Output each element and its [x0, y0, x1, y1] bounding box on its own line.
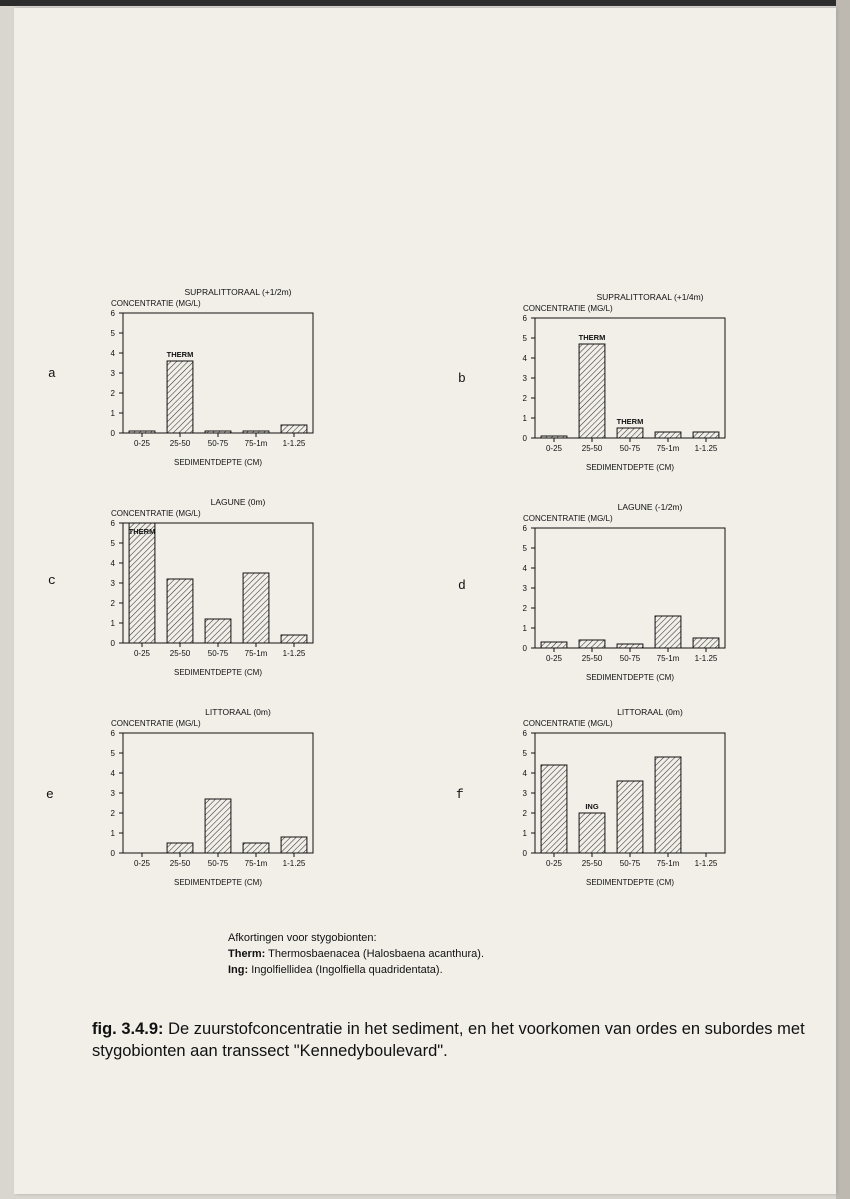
chart-title: LITTORAAL (0m) [617, 707, 683, 717]
x-tick-label: 0-25 [545, 654, 563, 663]
bar [205, 799, 231, 853]
chart-panel-f [497, 703, 757, 893]
y-tick-label: 3 [110, 579, 115, 588]
x-tick-label: 1-1.25 [694, 654, 718, 663]
x-tick-label: 25-50 [169, 859, 191, 868]
figure-caption [92, 1018, 812, 1062]
x-tick-label: 75-1m [244, 649, 268, 658]
chart-panel-d [497, 498, 757, 688]
x-tick-label: 75-1m [244, 859, 268, 868]
caption-label: fig. 3.4.9: [92, 1020, 164, 1038]
y-tick-label: 4 [110, 349, 115, 358]
plot-frame [535, 528, 725, 648]
y-axis-label: CONCENTRATIE (MG/L) [111, 719, 201, 728]
y-tick-label: 2 [522, 604, 527, 613]
bar [579, 344, 605, 438]
x-tick-label: 50-75 [619, 654, 641, 663]
panel-letter-b: b [458, 371, 466, 386]
bar [167, 361, 193, 433]
legend-abbr: Therm: [228, 948, 266, 960]
y-tick-label: 4 [522, 564, 527, 573]
bar [617, 781, 643, 853]
y-tick-label: 2 [522, 394, 527, 403]
y-tick-label: 4 [522, 769, 527, 778]
x-axis-label: SEDIMENTDEPTE (CM) [174, 668, 262, 677]
y-tick-label: 1 [110, 619, 115, 628]
legend-item-ing [228, 962, 484, 978]
y-tick-label: 1 [522, 414, 527, 423]
x-tick-label: 50-75 [619, 859, 641, 868]
panel-letter-c: c [48, 573, 56, 588]
abbreviation-legend [228, 930, 484, 978]
x-tick-label: 75-1m [656, 444, 680, 453]
y-tick-label: 0 [522, 849, 527, 858]
legend-heading: Afkortingen voor stygobionten: [228, 932, 377, 944]
y-tick-label: 3 [110, 789, 115, 798]
y-tick-label: 2 [110, 389, 115, 398]
bar [579, 813, 605, 853]
x-tick-label: 75-1m [656, 859, 680, 868]
bar [655, 432, 681, 438]
bar [243, 843, 269, 853]
x-tick-label: 0-25 [133, 859, 151, 868]
y-tick-label: 6 [522, 314, 527, 323]
panel-letter-f: f [456, 787, 464, 802]
bar [129, 431, 155, 433]
y-tick-label: 4 [522, 354, 527, 363]
x-tick-label: 1-1.25 [282, 649, 306, 658]
x-tick-label: 1-1.25 [694, 859, 718, 868]
x-axis-label: SEDIMENTDEPTE (CM) [174, 878, 262, 887]
bar [541, 642, 567, 648]
y-tick-label: 5 [110, 749, 115, 758]
chart-title: LITTORAAL (0m) [205, 707, 271, 717]
bar [617, 644, 643, 648]
x-tick-label: 50-75 [207, 649, 229, 658]
bar-annotation: THERM [166, 350, 194, 359]
y-tick-label: 2 [522, 809, 527, 818]
x-tick-label: 50-75 [207, 859, 229, 868]
y-tick-label: 0 [110, 639, 115, 648]
legend-text: Thermosbaenacea (Halosbaena acanthura). [268, 948, 484, 960]
bar [205, 619, 231, 643]
y-tick-label: 6 [110, 519, 115, 528]
x-tick-label: 0-25 [133, 649, 151, 658]
bar [281, 425, 307, 433]
y-tick-label: 1 [522, 829, 527, 838]
y-tick-label: 5 [522, 334, 527, 343]
bar [129, 523, 155, 643]
y-tick-label: 1 [110, 409, 115, 418]
y-tick-label: 5 [110, 329, 115, 338]
y-axis-label: CONCENTRATIE (MG/L) [523, 304, 613, 313]
bar-annotation: THERM [616, 417, 644, 426]
chart-title: SUPRALITTORAAL (+1/2m) [184, 287, 292, 297]
y-tick-label: 1 [110, 829, 115, 838]
chart-title: LAGUNE (-1/2m) [617, 502, 683, 512]
y-tick-label: 3 [522, 789, 527, 798]
y-tick-label: 6 [110, 729, 115, 738]
x-tick-label: 50-75 [619, 444, 641, 453]
bar [167, 579, 193, 643]
x-tick-label: 25-50 [581, 654, 603, 663]
bar [243, 431, 269, 433]
x-tick-label: 1-1.25 [694, 444, 718, 453]
x-tick-label: 0-25 [545, 444, 563, 453]
y-axis-label: CONCENTRATIE (MG/L) [523, 719, 613, 728]
chart-title: SUPRALITTORAAL (+1/4m) [596, 292, 704, 302]
y-tick-label: 6 [522, 729, 527, 738]
binder-edge [836, 0, 850, 1199]
bar [205, 431, 231, 433]
x-tick-label: 0-25 [545, 859, 563, 868]
scan-top-edge [0, 0, 850, 6]
bar-annotation: ING [585, 802, 599, 811]
y-tick-label: 3 [522, 374, 527, 383]
y-tick-label: 0 [522, 644, 527, 653]
y-tick-label: 0 [110, 849, 115, 858]
chart-title: LAGUNE (0m) [210, 497, 266, 507]
chart-panel-c [85, 493, 345, 683]
y-tick-label: 3 [522, 584, 527, 593]
y-tick-label: 5 [522, 544, 527, 553]
y-axis-label: CONCENTRATIE (MG/L) [111, 509, 201, 518]
y-tick-label: 4 [110, 559, 115, 568]
x-tick-label: 25-50 [581, 859, 603, 868]
y-tick-label: 1 [522, 624, 527, 633]
y-tick-label: 0 [110, 429, 115, 438]
y-tick-label: 2 [110, 599, 115, 608]
y-tick-label: 0 [522, 434, 527, 443]
y-tick-label: 3 [110, 369, 115, 378]
x-tick-label: 1-1.25 [282, 439, 306, 448]
y-tick-label: 5 [110, 539, 115, 548]
bar [617, 428, 643, 438]
chart-panel-e [85, 703, 345, 893]
y-axis-label: CONCENTRATIE (MG/L) [111, 299, 201, 308]
panel-letter-a: a [48, 366, 56, 381]
bar [167, 843, 193, 853]
x-axis-label: SEDIMENTDEPTE (CM) [174, 458, 262, 467]
x-tick-label: 50-75 [207, 439, 229, 448]
legend-text: Ingolfiellidea (Ingolfiella quadridentata). [251, 964, 443, 976]
y-tick-label: 2 [110, 809, 115, 818]
legend-abbr: Ing: [228, 964, 249, 976]
x-axis-label: SEDIMENTDEPTE (CM) [586, 673, 674, 682]
panel-letter-e: e [46, 787, 54, 802]
bar [655, 616, 681, 648]
caption-text: De zuurstofconcentratie in het sediment, en het voorkomen van ordes en subordes met stygobionten aan transsect "Kennedyboulevard". [92, 1020, 805, 1060]
x-tick-label: 75-1m [244, 439, 268, 448]
bar [243, 573, 269, 643]
x-axis-label: SEDIMENTDEPTE (CM) [586, 878, 674, 887]
x-tick-label: 25-50 [581, 444, 603, 453]
y-tick-label: 5 [522, 749, 527, 758]
y-axis-label: CONCENTRATIE (MG/L) [523, 514, 613, 523]
x-tick-label: 25-50 [169, 439, 191, 448]
x-tick-label: 0-25 [133, 439, 151, 448]
y-tick-label: 6 [110, 309, 115, 318]
bar [693, 432, 719, 438]
bar [579, 640, 605, 648]
chart-panel-b [497, 288, 757, 478]
bar [655, 757, 681, 853]
bar [281, 635, 307, 643]
legend-item-therm [228, 946, 484, 962]
x-tick-label: 25-50 [169, 649, 191, 658]
bar-annotation: THERM [578, 333, 606, 342]
bar [281, 837, 307, 853]
plot-frame [123, 313, 313, 433]
bar [541, 765, 567, 853]
bar [693, 638, 719, 648]
bar [541, 436, 567, 438]
y-tick-label: 6 [522, 524, 527, 533]
x-tick-label: 75-1m [656, 654, 680, 663]
panel-letter-d: d [458, 578, 466, 593]
bar-annotation: THERM [128, 527, 156, 536]
x-axis-label: SEDIMENTDEPTE (CM) [586, 463, 674, 472]
y-tick-label: 4 [110, 769, 115, 778]
x-tick-label: 1-1.25 [282, 859, 306, 868]
chart-panel-a [85, 283, 345, 473]
